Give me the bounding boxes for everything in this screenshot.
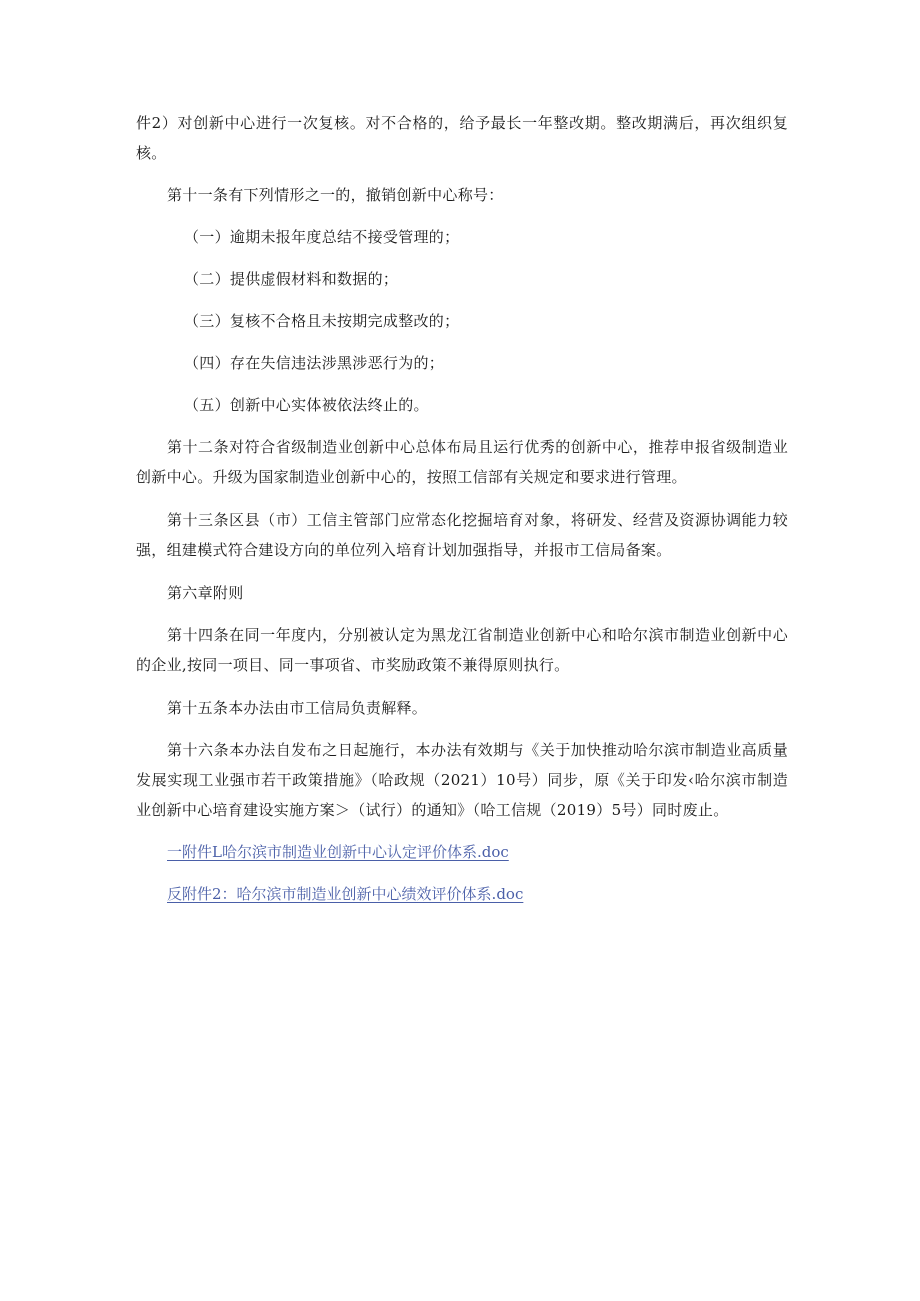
article-14: 第十四条在同一年度内，分别被认定为黑龙江省制造业创新中心和哈尔滨市制造业创新中心的企业,按同一项目、同一事项省、市奖励政策不兼得原则执行。 [136, 626, 788, 674]
article-11-item-1: （一）逾期未报年度总结不接受管理的； [184, 228, 460, 246]
article-15: 第十五条本办法由市工信局负责解释。 [167, 699, 428, 717]
article-11-item-5: （五）创新中心实体被依法终止的。 [184, 396, 429, 414]
article-13: 第十三条区县（市）工信主管部门应常态化挖掘培育对象，将研发、经营及资源协调能力较强，组建模式符合建设方向的单位列入培育计划加强指导，并报市工信局备案。 [136, 511, 788, 559]
article-16: 第十六条本办法自发布之日起施行，本办法有效期与《关于加快推动哈尔滨市制造业高质量发展实现工业强市若干政策措施》（哈政规（2021）10号）同步，原《关于印发‹哈尔滨市制造业创新中心培育建设实施方案＞（试行）的通知》（哈工信规（2019）5号）同时废止。 [136, 741, 788, 819]
article-11-item-3: （三）复核不合格且未按期完成整改的； [184, 312, 460, 330]
article-12: 第十二条对符合省级制造业创新中心总体布局且运行优秀的创新中心，推荐申报省级制造业创新中心。升级为国家制造业创新中心的，按照工信部有关规定和要求进行管理。 [136, 438, 788, 486]
chapter-6-heading: 第六章附则 [167, 584, 244, 602]
paragraph-continuation: 件2）对创新中心进行一次复核。对不合格的，给予最长一年整改期。整改期满后，再次组织复核。 [136, 114, 788, 162]
article-11: 第十一条有下列情形之一的，撤销创新中心称号： [167, 186, 504, 204]
attachment-link-2[interactable]: 反附件2：哈尔滨市制造业创新中心绩效评价体系.doc [167, 885, 524, 903]
article-11-item-4: （四）存在失信违法涉黑涉恶行为的； [184, 354, 445, 372]
attachment-link-1[interactable]: 一附件L哈尔滨市制造业创新中心认定评价体系.doc [167, 843, 509, 861]
article-11-item-2: （二）提供虚假材料和数据的； [184, 270, 399, 288]
